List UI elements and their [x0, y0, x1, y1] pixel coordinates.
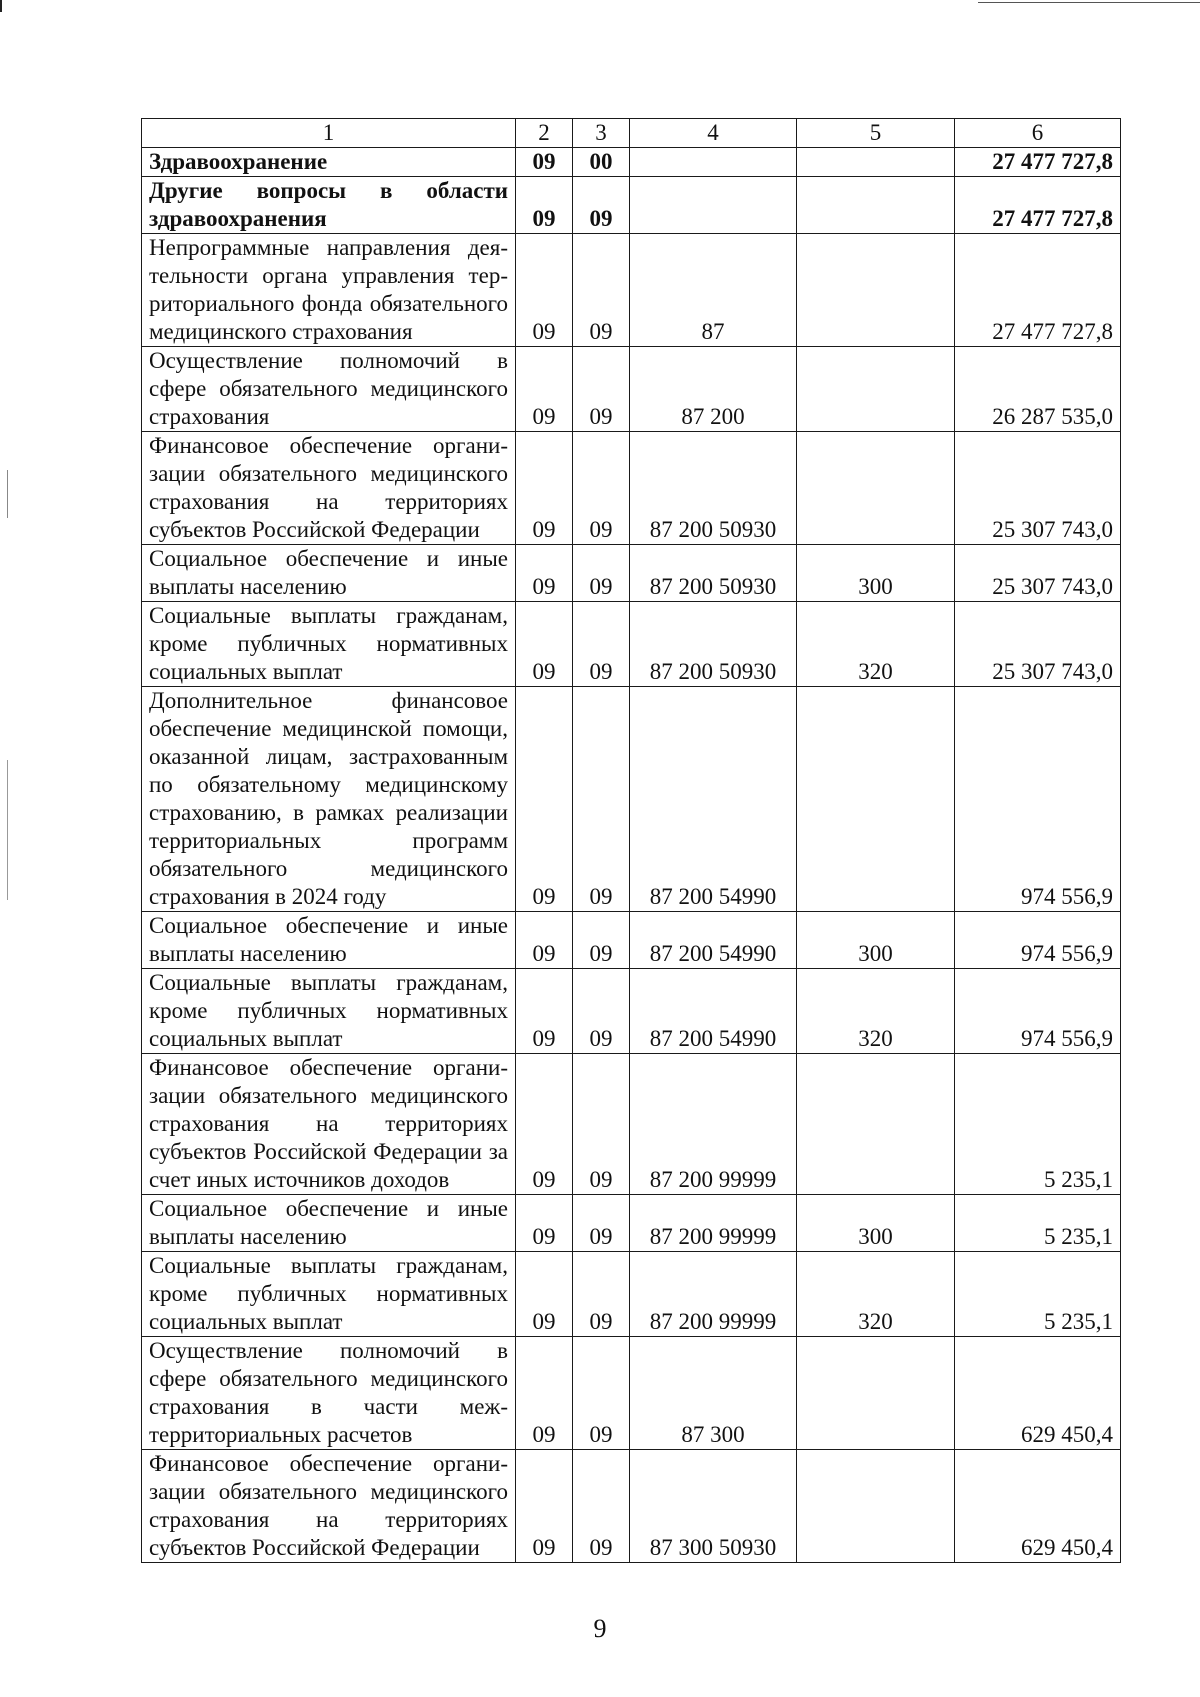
subsection-code-cell: 00 [573, 148, 630, 177]
section-code-cell: 09 [516, 1252, 573, 1337]
target-article-cell: 87 [630, 234, 797, 347]
expense-type-cell [797, 432, 955, 545]
row-name-cell: Социальные выплаты гражданам, кроме публичных нормативных социальных выплат [142, 1252, 516, 1337]
amount-cell: 5 235,1 [955, 1054, 1121, 1195]
amount-cell: 25 307 743,0 [955, 545, 1121, 602]
header-row [142, 119, 1121, 148]
amount-cell: 974 556,9 [955, 912, 1121, 969]
row-name-cell: Финансовое обеспечение организации обязательного медицинского страхования на территориях субъектов Российской Федерации [142, 1450, 516, 1563]
target-article-cell: 87 200 54990 [630, 687, 797, 912]
table-row [142, 234, 1121, 347]
table-row [142, 1252, 1121, 1337]
target-article-cell: 87 200 50930 [630, 602, 797, 687]
expense-type-cell [797, 148, 955, 177]
scan-artifact-top-rule [978, 2, 1200, 3]
section-code-cell: 09 [516, 234, 573, 347]
table-header [142, 119, 1121, 148]
expense-type-cell [797, 347, 955, 432]
page-number: 9 [593, 1614, 607, 1643]
section-code-cell: 09 [516, 687, 573, 912]
row-name-cell: Осуществление полномочий в сфере обязательного медицинского страхования [142, 347, 516, 432]
target-article-cell: 87 200 54990 [630, 969, 797, 1054]
target-article-cell: 87 200 99999 [630, 1054, 797, 1195]
subsection-code-cell: 09 [573, 687, 630, 912]
amount-cell: 27 477 727,8 [955, 234, 1121, 347]
expense-type-cell [797, 1054, 955, 1195]
table-row [142, 687, 1121, 912]
target-article-cell [630, 148, 797, 177]
row-name-cell: Социальные выплаты гражданам, кроме публичных нормативных социальных выплат [142, 602, 516, 687]
table-row [142, 177, 1121, 234]
section-code-cell: 09 [516, 148, 573, 177]
amount-cell: 25 307 743,0 [955, 432, 1121, 545]
row-name-cell: Социальные выплаты гражданам, кроме публичных нормативных социальных выплат [142, 969, 516, 1054]
section-code-cell: 09 [516, 1450, 573, 1563]
column-header-2: 2 [516, 119, 573, 148]
section-code-cell: 09 [516, 1054, 573, 1195]
target-article-cell: 87 200 [630, 347, 797, 432]
amount-cell: 27 477 727,8 [955, 177, 1121, 234]
row-name-cell: Финансовое обеспечение организации обязательного медицинского страхования на территориях субъектов Российской Федерации за счет иных источников доходов [142, 1054, 516, 1195]
target-article-cell: 87 200 54990 [630, 912, 797, 969]
section-code-cell: 09 [516, 1337, 573, 1450]
table-row [142, 1195, 1121, 1252]
subsection-code-cell: 09 [573, 432, 630, 545]
target-article-cell [630, 177, 797, 234]
table-row [142, 1337, 1121, 1450]
expense-type-cell [797, 1337, 955, 1450]
table-row [142, 148, 1121, 177]
column-header-4: 4 [630, 119, 797, 148]
row-name-cell: Финансовое обеспечение организации обязательного медицинского страхования на территориях субъектов Российской Федерации [142, 432, 516, 545]
section-code-cell: 09 [516, 177, 573, 234]
subsection-code-cell: 09 [573, 912, 630, 969]
subsection-code-cell: 09 [573, 1252, 630, 1337]
amount-cell: 974 556,9 [955, 969, 1121, 1054]
section-code-cell: 09 [516, 347, 573, 432]
amount-cell: 629 450,4 [955, 1337, 1121, 1450]
column-header-5: 5 [797, 119, 955, 148]
row-name-cell: Здравоохранение [142, 148, 516, 177]
table-row [142, 347, 1121, 432]
amount-cell: 26 287 535,0 [955, 347, 1121, 432]
amount-cell: 5 235,1 [955, 1252, 1121, 1337]
target-article-cell: 87 200 99999 [630, 1195, 797, 1252]
expense-type-cell: 300 [797, 1195, 955, 1252]
amount-cell: 27 477 727,8 [955, 148, 1121, 177]
section-code-cell: 09 [516, 969, 573, 1054]
target-article-cell: 87 300 [630, 1337, 797, 1450]
scan-artifact-corner-mark [0, 0, 2, 12]
row-name-cell: Осуществление полномочий в сфере обязательного медицинского страхования в части межтерриториальных расчетов [142, 1337, 516, 1450]
section-code-cell: 09 [516, 912, 573, 969]
row-name-cell: Социальное обеспечение и иные выплаты населению [142, 1195, 516, 1252]
subsection-code-cell: 09 [573, 969, 630, 1054]
subsection-code-cell: 09 [573, 545, 630, 602]
subsection-code-cell: 09 [573, 347, 630, 432]
amount-cell: 25 307 743,0 [955, 602, 1121, 687]
section-code-cell: 09 [516, 1195, 573, 1252]
row-name-cell: Дополнительное финансовое обеспечение медицинской помощи, оказанной лицам, застрахованным по обязательному медицинскому страхованию, в рамках реализации территориальных программ обязательного медицинского страхования в 2024 году [142, 687, 516, 912]
table-row [142, 602, 1121, 687]
subsection-code-cell: 09 [573, 1195, 630, 1252]
subsection-code-cell: 09 [573, 1450, 630, 1563]
table-row [142, 1450, 1121, 1563]
subsection-code-cell: 09 [573, 1054, 630, 1195]
subsection-code-cell: 09 [573, 1337, 630, 1450]
target-article-cell: 87 300 50930 [630, 1450, 797, 1563]
expense-type-cell: 300 [797, 912, 955, 969]
section-code-cell: 09 [516, 545, 573, 602]
table-row [142, 1054, 1121, 1195]
row-name-cell: Другие вопросы в области здравоохранения [142, 177, 516, 234]
column-header-3: 3 [573, 119, 630, 148]
scan-artifact-edge-line [7, 760, 8, 900]
expense-type-cell: 300 [797, 545, 955, 602]
row-name-cell: Непрограммные направления деятельности органа управления территориального фонда обязательного медицинского страхования [142, 234, 516, 347]
table-row [142, 969, 1121, 1054]
column-header-6: 6 [955, 119, 1121, 148]
target-article-cell: 87 200 50930 [630, 432, 797, 545]
table-row [142, 545, 1121, 602]
budget-table [141, 118, 1121, 1563]
target-article-cell: 87 200 99999 [630, 1252, 797, 1337]
subsection-code-cell: 09 [573, 602, 630, 687]
expense-type-cell: 320 [797, 602, 955, 687]
row-name-cell: Социальное обеспечение и иные выплаты населению [142, 912, 516, 969]
section-code-cell: 09 [516, 432, 573, 545]
amount-cell: 629 450,4 [955, 1450, 1121, 1563]
section-code-cell: 09 [516, 602, 573, 687]
table-row [142, 432, 1121, 545]
row-name-cell: Социальное обеспечение и иные выплаты населению [142, 545, 516, 602]
expense-type-cell [797, 687, 955, 912]
expense-type-cell [797, 1450, 955, 1563]
expense-type-cell: 320 [797, 969, 955, 1054]
amount-cell: 5 235,1 [955, 1195, 1121, 1252]
subsection-code-cell: 09 [573, 177, 630, 234]
expense-type-cell: 320 [797, 1252, 955, 1337]
amount-cell: 974 556,9 [955, 687, 1121, 912]
table-row [142, 912, 1121, 969]
expense-type-cell [797, 234, 955, 347]
table-body [142, 148, 1121, 1563]
target-article-cell: 87 200 50930 [630, 545, 797, 602]
expense-type-cell [797, 177, 955, 234]
column-header-1: 1 [142, 119, 516, 148]
scan-artifact-edge-line [7, 470, 8, 518]
subsection-code-cell: 09 [573, 234, 630, 347]
